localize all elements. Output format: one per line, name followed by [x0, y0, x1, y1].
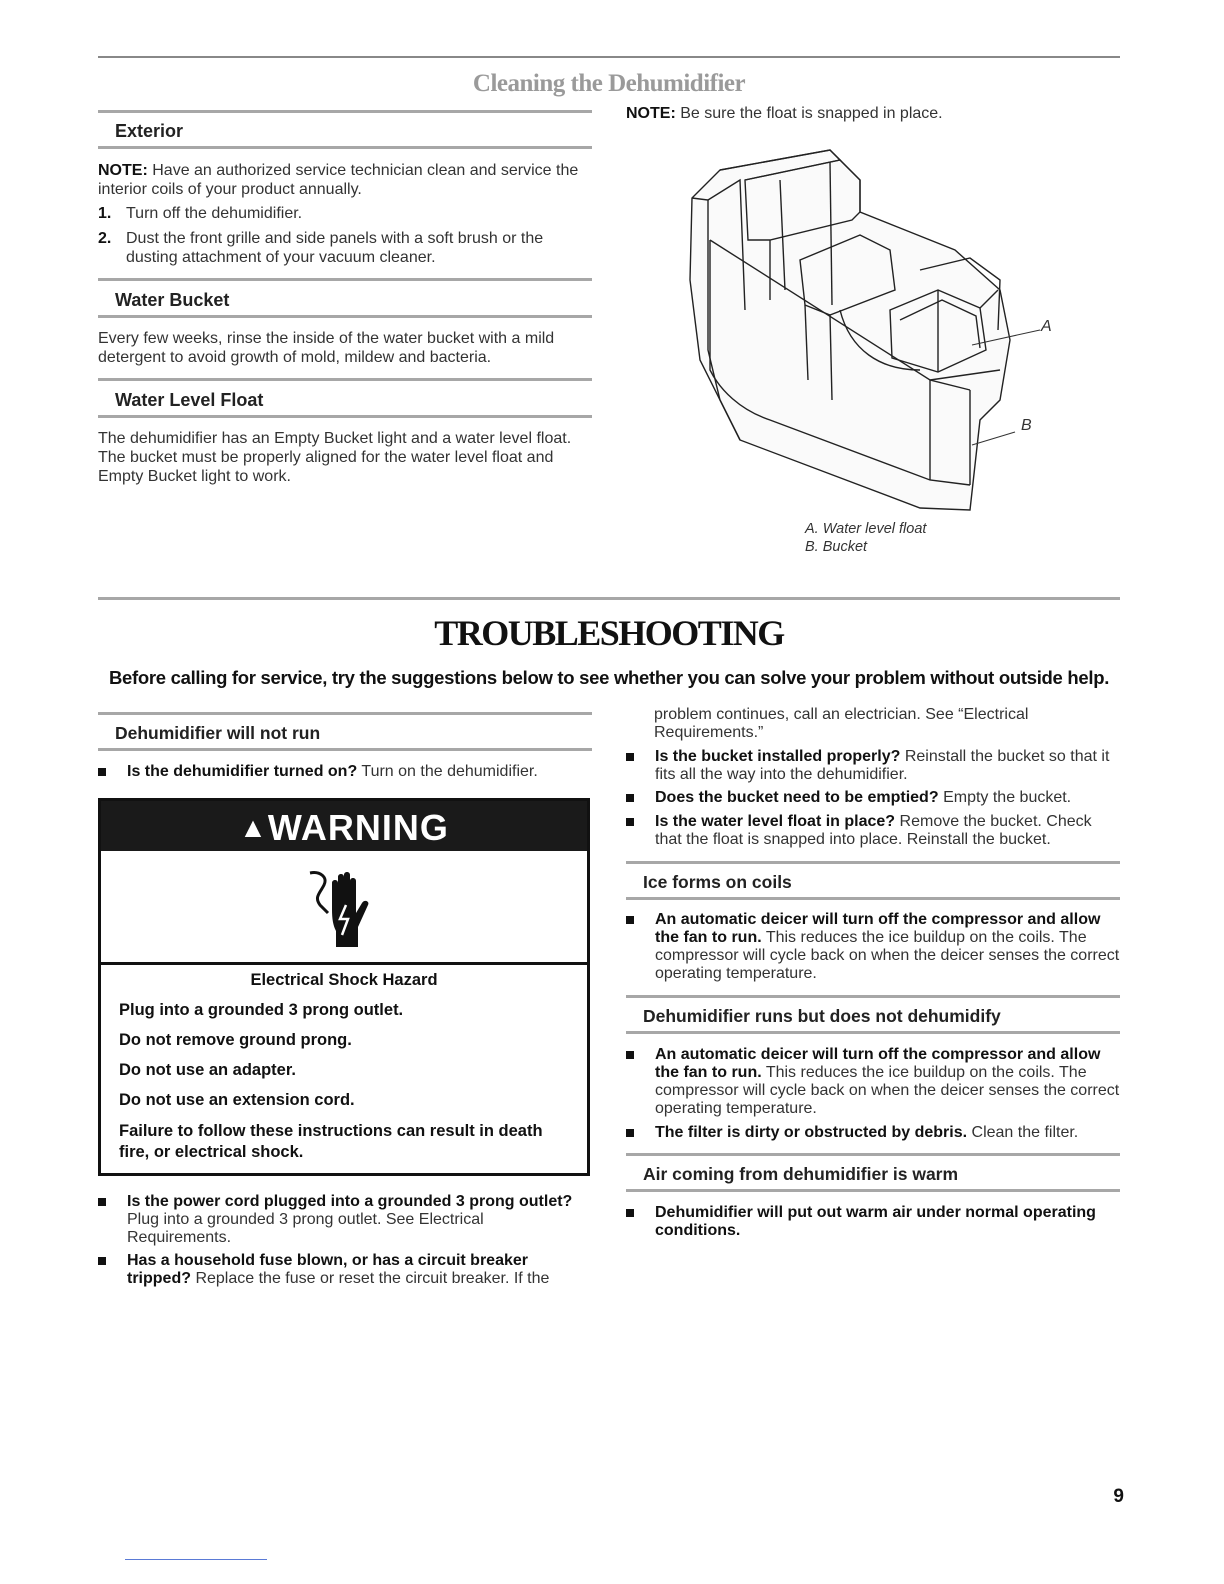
bullet-square [626, 794, 634, 802]
warning-triangle-icon: ▲ [239, 812, 268, 843]
bullet-square [626, 1209, 634, 1217]
bullet-square [98, 768, 106, 776]
bottom-blue-line [125, 1559, 267, 1560]
float-text: The dehumidifier has an Empty Bucket light and a water level float. The bucket must be properly aligned for the water level float and Empty Bucket light to work. [98, 430, 572, 485]
right-note-label: NOTE: [626, 105, 676, 122]
water-bucket-rule-bottom [98, 315, 592, 318]
bullet-question: The filter is dirty or obstructed by debris. [655, 1124, 968, 1141]
float-rule-top [98, 378, 592, 381]
bullet-question: An automatic deicer will turn off the compressor and allow the fan to run. [655, 1046, 1101, 1081]
fuse-continued: problem continues, call an electrician. See “Electrical Requirements.” [654, 706, 1029, 741]
not-dehumidify-rule-bottom [626, 1031, 1120, 1034]
ice-rule-top [626, 861, 1120, 864]
bullet-answer: Clean the filter. [971, 1124, 1079, 1141]
step-number: 2. [98, 230, 112, 247]
bullet-question: Dehumidifier will put out warm air under normal operating conditions. [655, 1204, 1096, 1239]
troubleshooting-intro: Before calling for service, try the suggestions below to see whether you can solve your problem without outside help. [108, 667, 1110, 688]
bullet-question: Is the power cord plugged into a grounded 3 prong outlet? [127, 1193, 573, 1210]
warning-header [101, 801, 587, 851]
bullet-answer: Turn on the dehumidifier. [361, 763, 538, 780]
bullet-question: Is the dehumidifier turned on? [127, 763, 358, 780]
warning-line-1: Plug into a grounded 3 prong outlet. [119, 1001, 404, 1019]
troubleshooting-title: TROUBLESHOOTING [434, 613, 784, 653]
water-bucket-text: Every few weeks, rinse the inside of the water bucket with a mild detergent to avoid growth of mold, mildew and bacteria. [98, 330, 555, 366]
bullet-answer: Remove the bucket. Check that the float is snapped into place. Reinstall the bucket. [655, 813, 1092, 848]
note-label: NOTE: [98, 162, 148, 179]
warm-air-heading: Air coming from dehumidifier is warm [643, 1164, 959, 1184]
step-text: Turn off the dehumidifier. [126, 205, 303, 222]
troubleshooting-rule [98, 597, 1120, 600]
bullet-square [626, 1129, 634, 1137]
ice-rule-bottom [626, 897, 1120, 900]
figure-caption-a: A. Water level float [805, 521, 927, 537]
bullet-answer: Replace the fuse or reset the circuit breaker. If the [195, 1270, 550, 1287]
float-heading: Water Level Float [115, 390, 264, 410]
bucket-illustration [680, 140, 1080, 520]
warm-air-rule-top [626, 1153, 1120, 1156]
exterior-rule-top [98, 110, 592, 113]
electric-shock-hand-icon [306, 869, 386, 951]
note-text: Have an authorized service technician clean and service the interior coils of your product annually. [98, 162, 579, 198]
bullet-question: Is the bucket installed properly? [655, 748, 901, 765]
will-not-run-heading: Dehumidifier will not run [115, 723, 321, 743]
exterior-rule-bottom [98, 146, 592, 149]
bullet-answer: This reduces the ice buildup on the coils. The compressor will cycle back on when the deicer senses the correct operating temperature. [655, 1064, 1120, 1117]
warning-word: WARNING [267, 807, 449, 848]
cleaning-title: Cleaning the Dehumidifier [472, 70, 746, 97]
step-number: 1. [98, 205, 112, 222]
not-dehumidify-rule-top [626, 995, 1120, 998]
right-note [626, 104, 1120, 123]
right-note-text: Be sure the float is snapped in place. [680, 105, 943, 122]
page-number: 9 [1113, 1486, 1124, 1507]
bullet-question: Is the water level float in place? [655, 813, 896, 830]
bullet-answer: Reinstall the bucket so that it fits all the way into the dehumidifier. [655, 748, 1110, 783]
figure-label-b: B [1021, 417, 1032, 434]
water-bucket-rule-top [98, 278, 592, 281]
bullet-square [626, 916, 634, 924]
bullet-answer: Empty the bucket. [943, 789, 1072, 806]
bullet-question: An automatic deicer will turn off the compressor and allow the fan to run. [655, 911, 1101, 946]
top-rule [98, 56, 1120, 58]
bullet-square [626, 753, 634, 761]
warning-line-4: Do not use an extension cord. [119, 1091, 355, 1109]
bullet-square [626, 1051, 634, 1059]
float-rule-bottom [98, 415, 592, 418]
figure-caption-b: B. Bucket [805, 539, 868, 555]
bullet-square [98, 1198, 106, 1206]
bullet-answer: This reduces the ice buildup on the coils. The compressor will cycle back on when the deicer senses the correct operating temperature. [655, 929, 1120, 982]
bullet-answer: Plug into a grounded 3 prong outlet. See Electrical Requirements. [127, 1211, 484, 1246]
will-not-run-rule-bottom [98, 748, 592, 751]
exterior-heading: Exterior [115, 121, 184, 141]
step-text: Dust the front grille and side panels with a soft brush or the dusting attachment of your vacuum cleaner. [126, 230, 544, 266]
exterior-note [98, 161, 592, 199]
water-bucket-heading: Water Bucket [115, 290, 230, 310]
ice-heading: Ice forms on coils [643, 872, 792, 892]
bullet-question: Does the bucket need to be emptied? [655, 789, 939, 806]
warning-line-2: Do not remove ground prong. [119, 1031, 352, 1049]
not-dehumidify-heading: Dehumidifier runs but does not dehumidify [643, 1006, 1001, 1026]
warning-box [98, 798, 590, 1176]
figure-label-a: A [1041, 318, 1052, 335]
warm-air-rule-bottom [626, 1189, 1120, 1192]
warning-line-5: Failure to follow these instructions can result in death fire, or electrical shock. [119, 1122, 543, 1161]
bullet-square [626, 818, 634, 826]
will-not-run-rule-top [98, 712, 592, 715]
bullet-square [98, 1257, 106, 1265]
warning-hazard: Electrical Shock Hazard [250, 971, 438, 989]
warning-line-3: Do not use an adapter. [119, 1061, 296, 1079]
bullet-question: Has a household fuse blown, or has a circuit breaker tripped? [127, 1252, 528, 1287]
